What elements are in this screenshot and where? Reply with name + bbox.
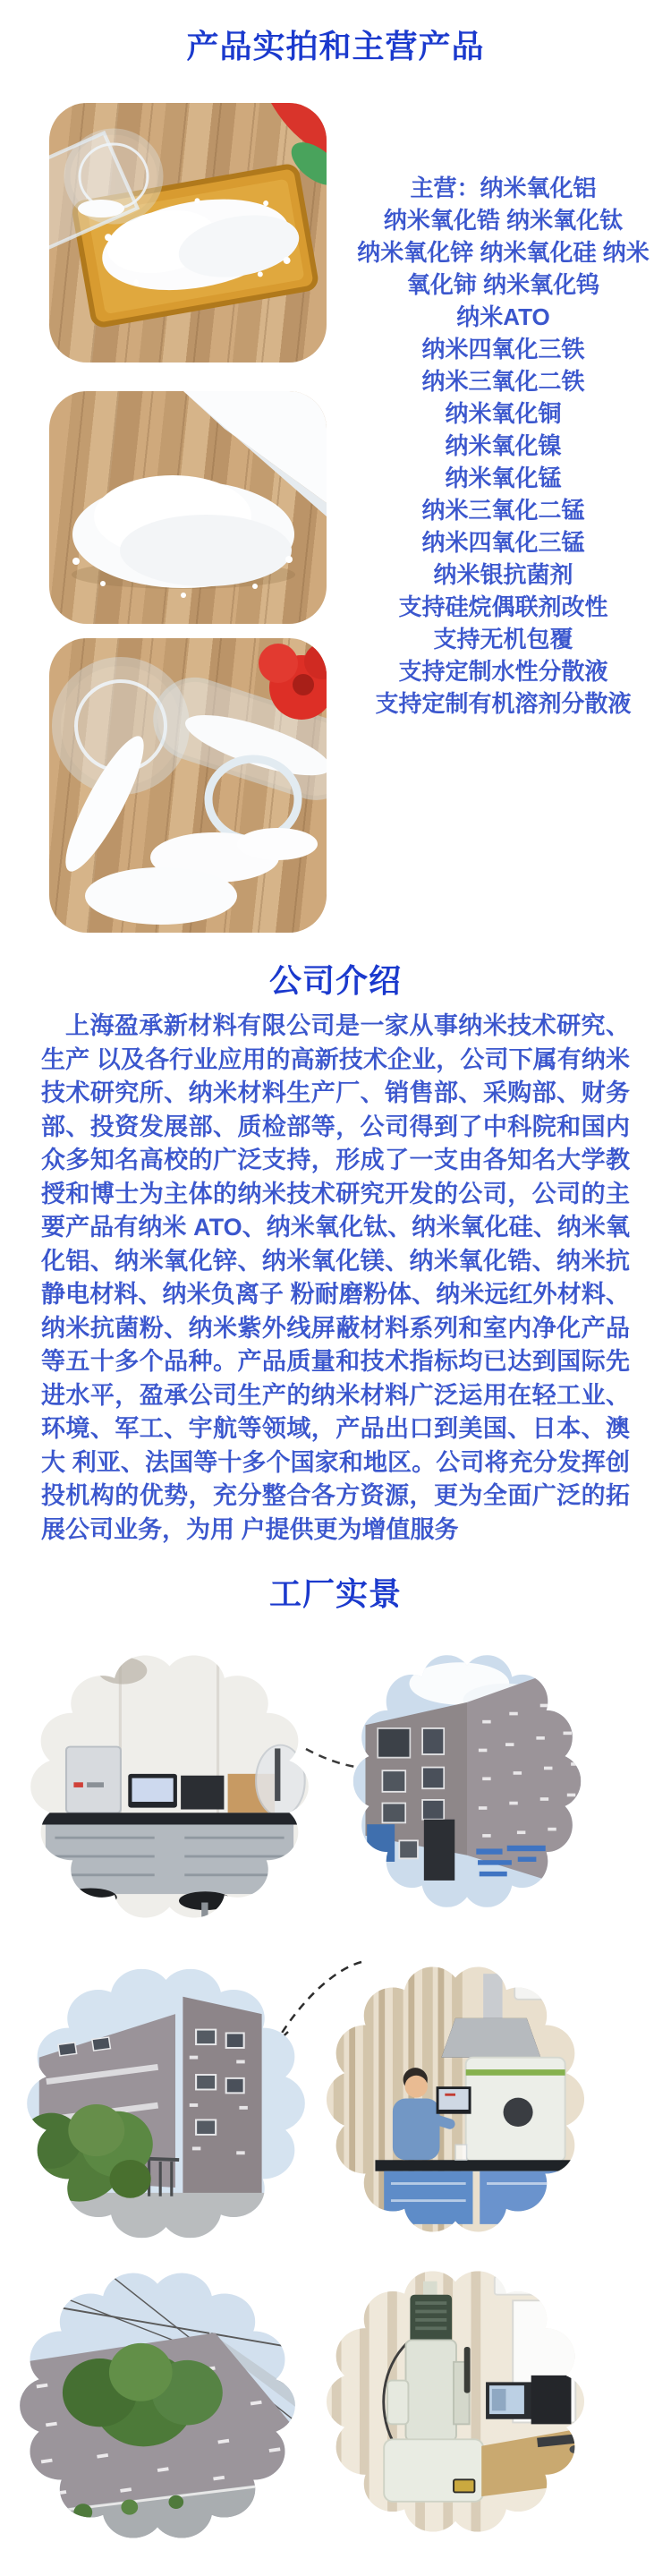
page-title: 产品实拍和主营产品 — [186, 29, 485, 64]
product-list-line: 纳米氧化铜 — [445, 400, 562, 427]
product-list-line: 主营：纳米氧化铝 — [410, 175, 597, 201]
product-list-line: 纳米氧化锰 — [445, 465, 562, 491]
factory-photo-technician — [325, 1958, 586, 2240]
factory-wall-illustration — [18, 2265, 297, 2546]
product-list-line: 纳米银抗菌剂 — [433, 561, 573, 588]
product-photo-powder-pile — [49, 391, 327, 624]
product-list-line: 支持硅烷偶联剂改性 — [398, 593, 608, 620]
product-list-line: 纳米氧化锌 纳米氧化硅 纳米 — [357, 239, 650, 266]
product-list-line: 纳米四氧化三锰 — [421, 529, 585, 556]
factory-building-illustration — [352, 1647, 582, 1915]
product-list-line: 纳米氧化镍 — [445, 432, 562, 459]
product-list-line: 纳米三氧化二铁 — [421, 368, 585, 395]
product-list-line: 纳米氧化锆 纳米氧化钛 — [383, 207, 624, 234]
technician-instrument-illustration — [325, 1958, 586, 2240]
product-list-line: 纳米ATO — [456, 303, 550, 330]
company-intro-title: 公司介绍 — [268, 963, 402, 999]
electron-microscope-illustration — [325, 2263, 586, 2540]
product-list-line: 纳米三氧化二锰 — [421, 497, 585, 524]
lab-bench-illustration — [29, 1647, 310, 1926]
product-list-line: 支持无机包覆 — [433, 626, 573, 653]
powder-pile-illustration — [49, 391, 327, 624]
main-products-list — [336, 172, 671, 720]
powder-tray-illustration — [49, 103, 327, 363]
product-photo-powder-tubes — [49, 638, 327, 933]
product-list-line: 氧化铈 纳米氧化钨 — [406, 271, 600, 298]
factory-scene-title: 工厂实景 — [268, 1576, 402, 1612]
company-intro-paragraph: 上海盈承新材料有限公司是一家从事纳米技术研究、生产 以及各行业应用的高新技术企业，公司下属有纳米技术研究所、纳米材料生产厂、销售部、采购部、财务部、投资发展部、质检部等，公司得到了中科院和国内众多知名高校的广泛支持，形成了一支由各知名大学教授和博士为主体的纳米技术研究开发的公司，公司的主要产品有纳米 ATO、纳米氧化钛、纳米氧化硅、纳米氧化铝、纳米氧化锌、纳米氧化镁、纳米氧化锆、纳米抗静电材料、纳米负离子 粉耐磨粉体、纳米远红外材料、纳米抗菌粉、纳米紫外线屏蔽材料系列和室内净化产品等五十多个品种。产品质量和技术指标均已达到国际先进水平，盈承公司生产的纳米材料广泛运用在轻工业、环境、军工、宇航等领域，产品出口到美国、日本、澳大 利亚、法国等十多个国家和地区。公司将充分发挥创投机构的优势，充分整合各方资源，更为全面广泛的拓展公司业务，为用 户提供更为增值服务 — [41, 1012, 630, 1543]
product-list-line: 支持定制水性分散液 — [398, 658, 608, 685]
product-list-line: 纳米四氧化三铁 — [421, 336, 585, 363]
product-list-line: 支持定制有机溶剂分散液 — [375, 690, 632, 717]
factory-gate-illustration — [25, 1960, 307, 2247]
product-photo-powder-tray — [49, 103, 327, 363]
factory-photo-lab-bench — [29, 1647, 310, 1926]
factory-photo-building — [352, 1647, 582, 1915]
factory-photo-wall-tree — [18, 2265, 297, 2546]
factory-photo-microscope — [325, 2263, 586, 2540]
factory-photo-gate-trees — [25, 1960, 307, 2247]
powder-tubes-illustration — [49, 638, 327, 933]
